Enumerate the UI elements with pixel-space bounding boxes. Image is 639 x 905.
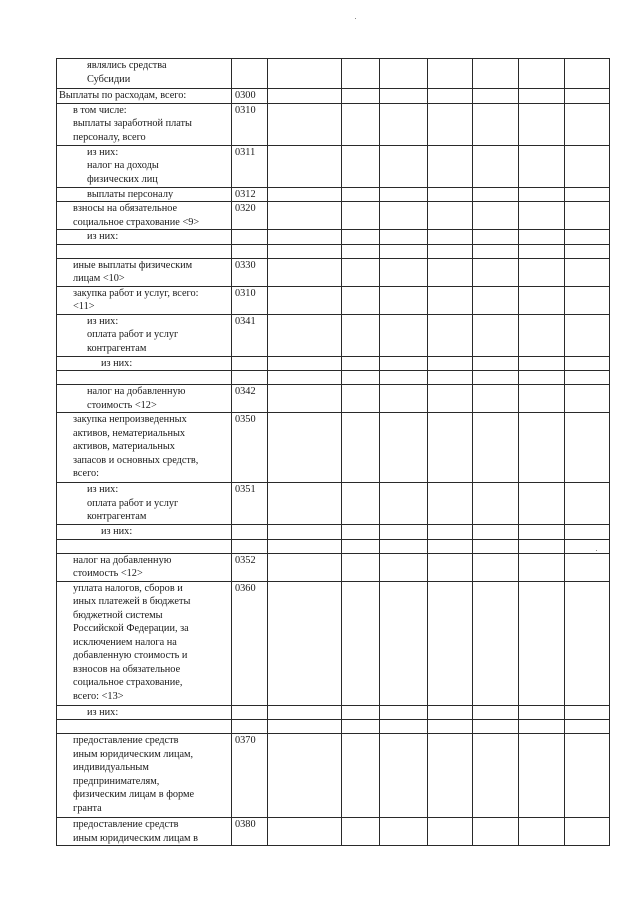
row-label: иные выплаты физическим лицам <10>: [57, 258, 232, 286]
value-cell: [473, 187, 519, 202]
value-cell: [342, 356, 380, 371]
value-cell: [428, 244, 473, 258]
value-cell: [473, 286, 519, 314]
value-cell: [380, 818, 428, 846]
value-cell: [268, 818, 342, 846]
value-cell: [380, 258, 428, 286]
value-cell: [565, 145, 610, 187]
value-cell: [519, 187, 565, 202]
value-cell: [342, 483, 380, 525]
value-cell: [473, 539, 519, 553]
value-cell: [519, 525, 565, 540]
value-cell: [519, 89, 565, 104]
value-cell: [519, 371, 565, 385]
value-cell: [342, 720, 380, 734]
table-row: [57, 286, 610, 314]
value-cell: [428, 371, 473, 385]
value-cell: [342, 581, 380, 705]
value-cell: [268, 413, 342, 483]
value-cell: [342, 89, 380, 104]
value-cell: [428, 413, 473, 483]
value-cell: [519, 103, 565, 145]
value-cell: [268, 314, 342, 356]
value-cell: [428, 818, 473, 846]
value-cell: [342, 734, 380, 818]
value-cell: [380, 59, 428, 89]
value-cell: [428, 202, 473, 230]
value-cell: [380, 230, 428, 245]
value-cell: [473, 371, 519, 385]
value-cell: [342, 258, 380, 286]
table-row: [57, 539, 610, 553]
table-row: [57, 59, 610, 89]
value-cell: [380, 244, 428, 258]
row-code: 0350: [232, 413, 268, 483]
table-row: [57, 187, 610, 202]
value-cell: [380, 314, 428, 356]
table-row: [57, 314, 610, 356]
row-label: из них: оплата работ и услуг контрагентам: [57, 314, 232, 356]
value-cell: [565, 286, 610, 314]
row-code: 0370: [232, 734, 268, 818]
value-cell: [380, 89, 428, 104]
table-row: [57, 553, 610, 581]
table-row: [57, 525, 610, 540]
row-label: [57, 720, 232, 734]
value-cell: [473, 705, 519, 720]
value-cell: [428, 230, 473, 245]
row-code: [232, 720, 268, 734]
value-cell: [380, 720, 428, 734]
table-row: [57, 385, 610, 413]
value-cell: [428, 705, 473, 720]
value-cell: [268, 187, 342, 202]
value-cell: [519, 286, 565, 314]
value-cell: [519, 314, 565, 356]
value-cell: [473, 202, 519, 230]
row-code: 0312: [232, 187, 268, 202]
value-cell: [380, 145, 428, 187]
value-cell: [473, 818, 519, 846]
value-cell: [268, 244, 342, 258]
value-cell: [473, 145, 519, 187]
row-label: [57, 539, 232, 553]
table-row: [57, 356, 610, 371]
value-cell: [342, 103, 380, 145]
value-cell: [565, 202, 610, 230]
value-cell: [380, 202, 428, 230]
row-code: 0310: [232, 103, 268, 145]
row-code: 0360: [232, 581, 268, 705]
row-label: из них:: [57, 230, 232, 245]
table-row: [57, 230, 610, 245]
value-cell: [380, 483, 428, 525]
row-code: [232, 244, 268, 258]
value-cell: [565, 59, 610, 89]
row-label: налог на добавленную стоимость <12>: [57, 553, 232, 581]
row-label: являлись средства Субсидии: [57, 59, 232, 89]
value-cell: [428, 539, 473, 553]
table-row: [57, 581, 610, 705]
row-code: 0341: [232, 314, 268, 356]
row-code: [232, 705, 268, 720]
value-cell: [565, 413, 610, 483]
value-cell: [428, 581, 473, 705]
value-cell: [565, 581, 610, 705]
value-cell: [268, 356, 342, 371]
value-cell: [268, 385, 342, 413]
value-cell: [380, 371, 428, 385]
value-cell: [380, 705, 428, 720]
row-label: закупка непроизведенных активов, нематериальных активов, материальных запасов и основных средств, всего:: [57, 413, 232, 483]
value-cell: [428, 59, 473, 89]
value-cell: [380, 581, 428, 705]
value-cell: [473, 413, 519, 483]
value-cell: [565, 385, 610, 413]
table-row: [57, 483, 610, 525]
value-cell: [565, 371, 610, 385]
row-code: 0352: [232, 553, 268, 581]
value-cell: [565, 103, 610, 145]
value-cell: [428, 720, 473, 734]
value-cell: [268, 539, 342, 553]
value-cell: [268, 89, 342, 104]
row-label: [57, 371, 232, 385]
value-cell: [380, 187, 428, 202]
value-cell: [473, 581, 519, 705]
table-row: [57, 202, 610, 230]
value-cell: [519, 230, 565, 245]
value-cell: [380, 103, 428, 145]
row-label: в том числе: выплаты заработной платы персоналу, всего: [57, 103, 232, 145]
value-cell: [519, 244, 565, 258]
value-cell: [428, 734, 473, 818]
value-cell: [519, 483, 565, 525]
value-cell: [519, 413, 565, 483]
table-row: [57, 413, 610, 483]
row-label: из них: налог на доходы физических лиц: [57, 145, 232, 187]
value-cell: [268, 525, 342, 540]
row-code: [232, 59, 268, 89]
row-label: уплата налогов, сборов и иных платежей в бюджеты бюджетной системы Российской Федерации, за исключением налога на добавленную стоимость и взносов на обязательное социальное страхование, всего: <13>: [57, 581, 232, 705]
value-cell: [519, 818, 565, 846]
value-cell: [565, 187, 610, 202]
value-cell: [473, 59, 519, 89]
value-cell: [473, 734, 519, 818]
row-label: из них: оплата работ и услуг контрагентам: [57, 483, 232, 525]
value-cell: [519, 539, 565, 553]
value-cell: [342, 187, 380, 202]
value-cell: [342, 413, 380, 483]
row-code: 0380: [232, 818, 268, 846]
value-cell: [342, 385, 380, 413]
value-cell: [268, 720, 342, 734]
value-cell: [428, 525, 473, 540]
value-cell: [473, 314, 519, 356]
value-cell: [565, 258, 610, 286]
row-label: выплаты персоналу: [57, 187, 232, 202]
table-row: [57, 145, 610, 187]
value-cell: [519, 59, 565, 89]
value-cell: [473, 89, 519, 104]
value-cell: [268, 59, 342, 89]
row-label: из них:: [57, 525, 232, 540]
table-row: [57, 258, 610, 286]
value-cell: [342, 705, 380, 720]
value-cell: [380, 385, 428, 413]
value-cell: [519, 734, 565, 818]
value-cell: [565, 525, 610, 540]
value-cell: [342, 371, 380, 385]
value-cell: [519, 258, 565, 286]
value-cell: [473, 356, 519, 371]
value-cell: [342, 286, 380, 314]
value-cell: [519, 581, 565, 705]
value-cell: [473, 258, 519, 286]
row-label: предоставление средств иным юридическим лицам в: [57, 818, 232, 846]
value-cell: [380, 539, 428, 553]
value-cell: [565, 734, 610, 818]
table-row: [57, 89, 610, 104]
value-cell: [380, 553, 428, 581]
value-cell: [428, 356, 473, 371]
scan-speck: [355, 18, 356, 19]
row-code: 0300: [232, 89, 268, 104]
value-cell: [519, 553, 565, 581]
value-cell: [473, 553, 519, 581]
value-cell: [268, 202, 342, 230]
value-cell: [342, 539, 380, 553]
value-cell: [473, 385, 519, 413]
value-cell: [473, 244, 519, 258]
value-cell: [268, 705, 342, 720]
row-label: налог на добавленную стоимость <12>: [57, 385, 232, 413]
value-cell: [380, 286, 428, 314]
value-cell: [565, 314, 610, 356]
value-cell: [473, 103, 519, 145]
value-cell: [428, 286, 473, 314]
row-code: 0351: [232, 483, 268, 525]
value-cell: [428, 258, 473, 286]
value-cell: [565, 720, 610, 734]
value-cell: [565, 818, 610, 846]
value-cell: [342, 244, 380, 258]
row-code: [232, 371, 268, 385]
value-cell: [519, 720, 565, 734]
table-row: [57, 818, 610, 846]
value-cell: [342, 202, 380, 230]
value-cell: [380, 356, 428, 371]
row-code: [232, 525, 268, 540]
value-cell: [565, 483, 610, 525]
table-row: [57, 720, 610, 734]
value-cell: [428, 314, 473, 356]
row-label: закупка работ и услуг, всего: <11>: [57, 286, 232, 314]
value-cell: [428, 483, 473, 525]
value-cell: [519, 385, 565, 413]
value-cell: [428, 187, 473, 202]
value-cell: [380, 734, 428, 818]
value-cell: [473, 230, 519, 245]
value-cell: [342, 818, 380, 846]
table-row: [57, 705, 610, 720]
scan-speck: [596, 550, 597, 551]
value-cell: [473, 483, 519, 525]
value-cell: [268, 258, 342, 286]
row-label: Выплаты по расходам, всего:: [57, 89, 232, 104]
value-cell: [342, 145, 380, 187]
row-label: взносы на обязательное социальное страхование <9>: [57, 202, 232, 230]
value-cell: [268, 483, 342, 525]
row-code: 0310: [232, 286, 268, 314]
value-cell: [565, 244, 610, 258]
value-cell: [565, 89, 610, 104]
table-row: [57, 244, 610, 258]
value-cell: [268, 230, 342, 245]
row-code: 0330: [232, 258, 268, 286]
value-cell: [519, 202, 565, 230]
row-label: из них:: [57, 705, 232, 720]
value-cell: [342, 230, 380, 245]
value-cell: [428, 103, 473, 145]
value-cell: [342, 525, 380, 540]
row-code: [232, 230, 268, 245]
expense-table: [56, 58, 610, 846]
value-cell: [565, 230, 610, 245]
table-row: [57, 103, 610, 145]
value-cell: [380, 413, 428, 483]
value-cell: [519, 356, 565, 371]
value-cell: [565, 539, 610, 553]
row-code: 0311: [232, 145, 268, 187]
row-code: [232, 356, 268, 371]
row-code: 0342: [232, 385, 268, 413]
value-cell: [268, 145, 342, 187]
value-cell: [268, 734, 342, 818]
table-row: [57, 734, 610, 818]
value-cell: [565, 705, 610, 720]
value-cell: [519, 145, 565, 187]
value-cell: [380, 525, 428, 540]
value-cell: [268, 553, 342, 581]
row-code: 0320: [232, 202, 268, 230]
value-cell: [519, 705, 565, 720]
value-cell: [342, 59, 380, 89]
value-cell: [342, 553, 380, 581]
value-cell: [565, 553, 610, 581]
value-cell: [473, 525, 519, 540]
value-cell: [428, 553, 473, 581]
value-cell: [473, 720, 519, 734]
table-row: [57, 371, 610, 385]
value-cell: [428, 89, 473, 104]
value-cell: [342, 314, 380, 356]
value-cell: [268, 103, 342, 145]
row-label: из них:: [57, 356, 232, 371]
row-label: предоставление средств иным юридическим лицам, индивидуальным предпринимателям, физическим лицам в форме гранта: [57, 734, 232, 818]
value-cell: [268, 581, 342, 705]
row-label: [57, 244, 232, 258]
row-code: [232, 539, 268, 553]
value-cell: [268, 371, 342, 385]
value-cell: [428, 145, 473, 187]
value-cell: [565, 356, 610, 371]
value-cell: [268, 286, 342, 314]
value-cell: [428, 385, 473, 413]
